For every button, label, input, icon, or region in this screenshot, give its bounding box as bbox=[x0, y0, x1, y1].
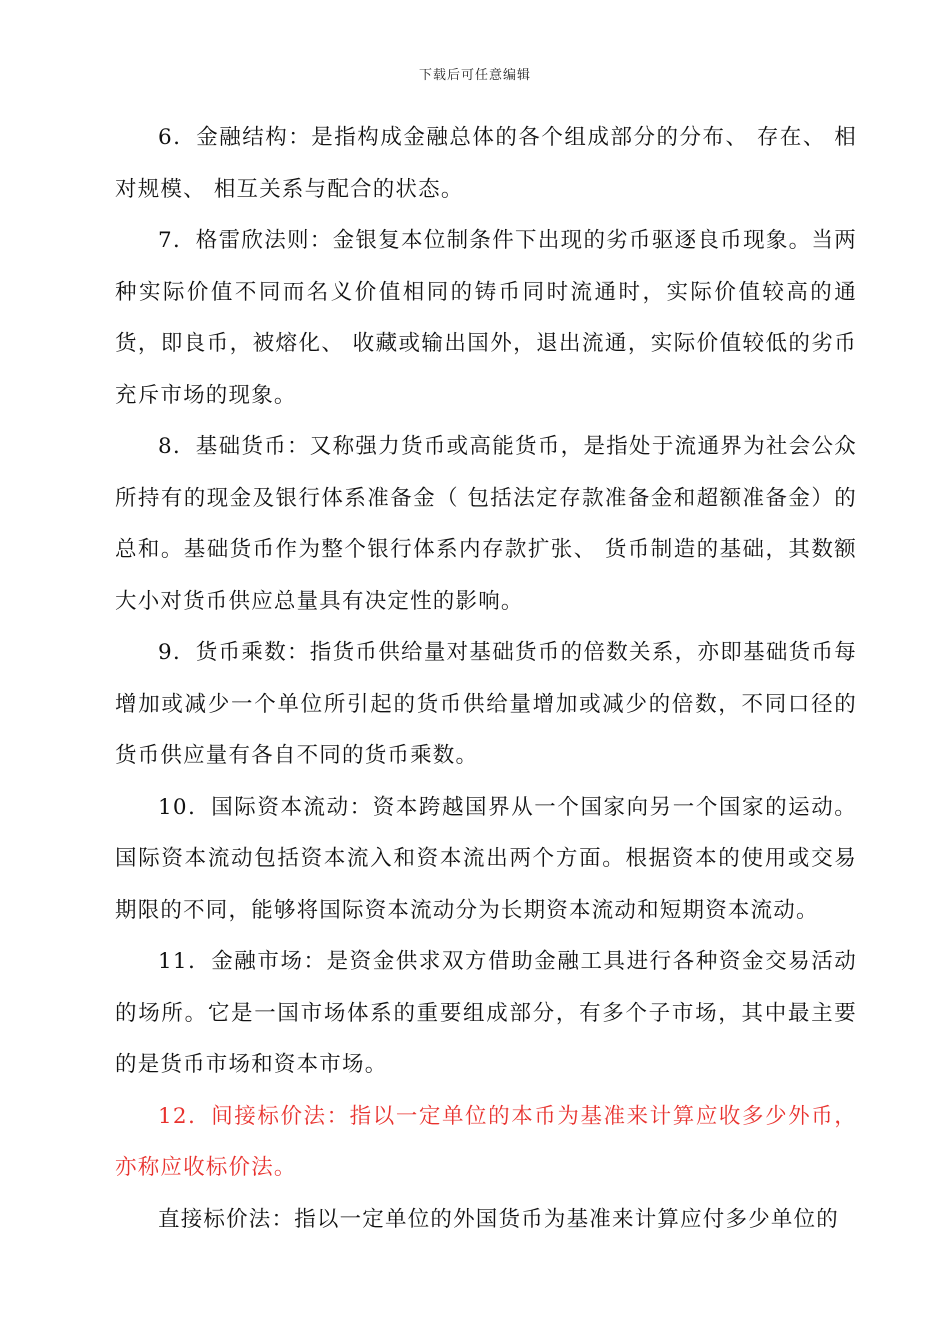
paragraph-financial-market: 11．金融市场：是资金供求双方借助金融工具进行各种资金交易活动的场所。它是一国市场体系的重要组成部分，有多个子市场，其中最主要的是货币市场和资本市场。 bbox=[115, 949, 857, 1077]
paragraph-direct-quotation: 直接标价法：指以一定单位的外国货币为基准来计算应付多少单位的 bbox=[158, 1206, 840, 1232]
paragraph-monetary-base: 8．基础货币：又称强力货币或高能货币，是指处于流通界为社会公众所持有的现金及银行体系准备金（ 包括法定存款准备金和超额准备金）的总和。基础货币作为整个银行体系内存款扩张、 货币制造的基础，其数额大小对货币供应总量具有决定性的影响。 bbox=[115, 434, 857, 614]
page-header: 下载后可任意编辑 bbox=[418, 68, 531, 83]
paragraph-international-capital-flow: 10．国际资本流动：资本跨越国界从一个国家向另一个国家的运动。国际资本流动包括资本流入和资本流出两个方面。根据资本的使用或交易期限的不同，能够将国际资本流动分为长期资本流动和短期资本流动。 bbox=[115, 794, 857, 923]
paragraph-greshams-law: 7．格雷欣法则：金银复本位制条件下出现的劣币驱逐良币现象。当两种实际价值不同而名义价值相同的铸币同时流通时，实际价值较高的通货，即良币，被熔化、 收藏或输出国外，退出流通，实际价值较低的劣币充斥市场的现象。 bbox=[115, 228, 857, 408]
document-body bbox=[115, 112, 857, 1245]
paragraph-financial-structure: 6．金融结构：是指构成金融总体的各个组成部分的分布、 存在、 相对规模、 相互关系与配合的状态。 bbox=[115, 125, 857, 202]
paragraph-money-multiplier: 9．货币乘数：指货币供给量对基础货币的倍数关系，亦即基础货币每增加或减少一个单位所引起的货币供给量增加或减少的倍数，不同口径的货币供应量有各自不同的货币乘数。 bbox=[115, 640, 857, 768]
paragraph-indirect-quotation: 12．间接标价法：指以一定单位的本币为基准来计算应收多少外币，亦称应收标价法。 bbox=[115, 1103, 857, 1180]
